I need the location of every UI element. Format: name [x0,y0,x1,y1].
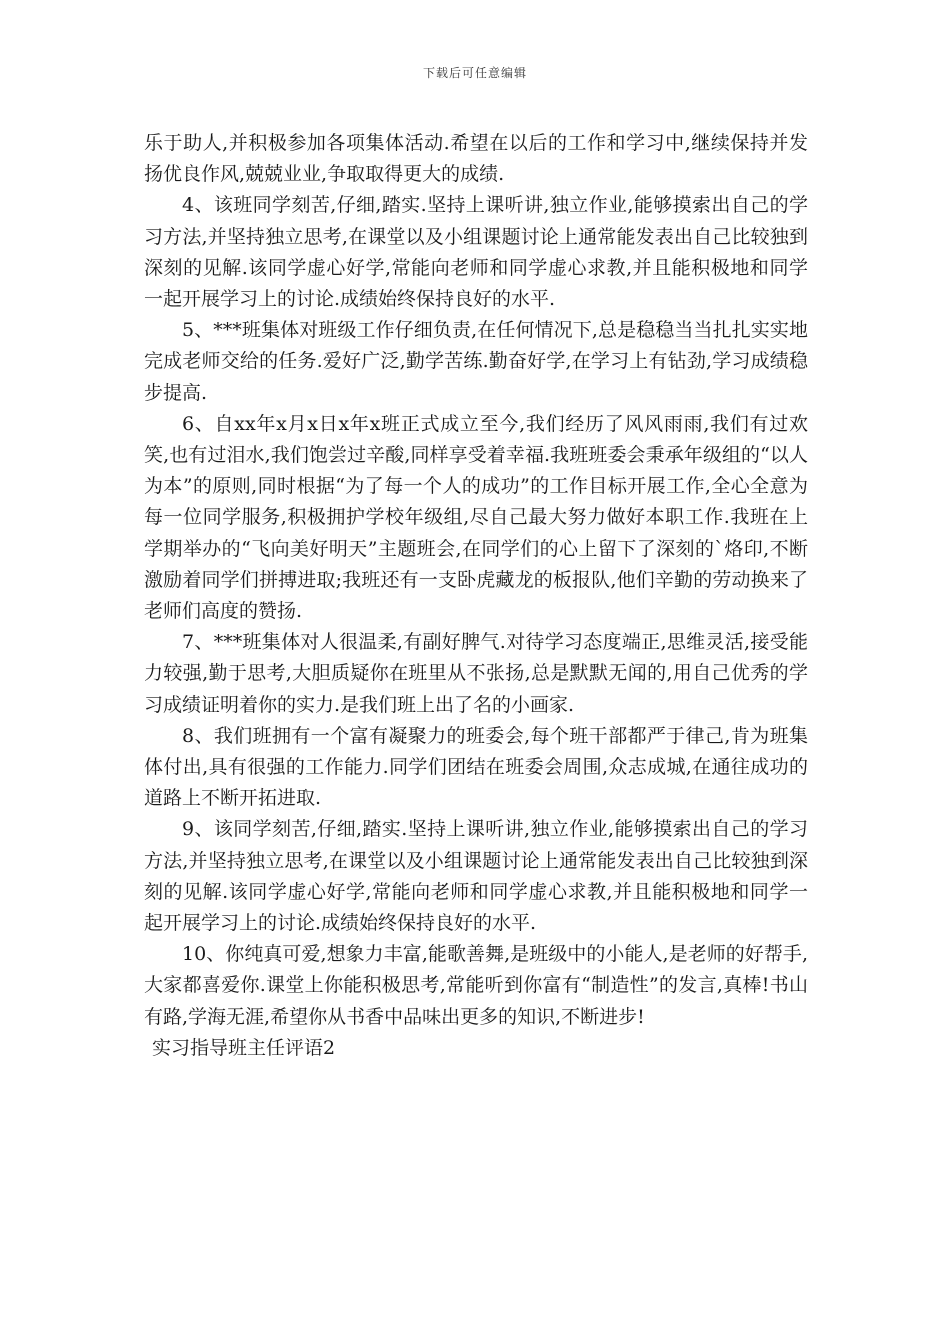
paragraph-item-4: 4、该班同学刻苦,仔细,踏实.坚持上课听讲,独立作业,能够摸索出自己的学习方法,并坚持独立思考,在课堂以及小组课题讨论上通常能发表出自己比较独到深刻的见解.该同学虚心好学,常能向老师和同学虚心求教,并且能积极地和同学一起开展学习上的讨论.成绩始终保持良好的水平. [144,194,808,311]
paragraph-item-10: 10、你纯真可爱,想象力丰富,能歌善舞,是班级中的小能人,是老师的好帮手,大家都喜爱你.课堂上你能积极思考,常能听到你富有“制造性”的发言,真棒!书山有路,学海无涯,希望你从书香中品味出更多的知识,不断进步! [144,943,808,1028]
section-title: 实习指导班主任评语2 [152,1036,336,1059]
paragraph-item-5: 5、***班集体对班级工作仔细负责,在任何情况下,总是稳稳当当扎扎实实地完成老师交给的任务.爱好广泛,勤学苦练.勤奋好学,在学习上有钻劲,学习成绩稳步提高. [144,319,808,404]
paragraph-continued: 乐于助人,并积极参加各项集体活动.希望在以后的工作和学习中,继续保持并发扬优良作风,兢兢业业,争取取得更大的成绩. [144,132,808,186]
header-note: 下载后可任意编辑 [422,66,527,80]
paragraph-item-6: 6、自xx年x月x日x年x班正式成立至今,我们经历了风风雨雨,我们有过欢笑,也有过泪水,我们饱尝过辛酸,同样享受着幸福.我班班委会秉承年级组的“以人为本”的原则,同时根据“为了每一个人的成功”的工作目标开展工作,全心全意为每一位同学服务,积极拥护学校年级组,尽自己最大努力做好本职工作.我班在上学期举办的“飞向美好明天”主题班会,在同学们的心上留下了深刻的`烙印,不断激励着同学们拼搏进取;我班还有一支卧虎藏龙的板报队,他们辛勤的劳动换来了老师们高度的赞扬. [144,412,808,623]
paragraph-item-9: 9、该同学刻苦,仔细,踏实.坚持上课听讲,独立作业,能够摸索出自己的学习方法,并坚持独立思考,在课堂以及小组课题讨论上通常能发表出自己比较独到深刻的见解.该同学虚心好学,常能向老师和同学虚心求教,并且能积极地和同学一起开展学习上的讨论.成绩始终保持良好的水平. [144,818,808,935]
paragraph-item-7: 7、***班集体对人很温柔,有副好脾气.对待学习态度端正,思维灵活,接受能力较强,勤于思考,大胆质疑你在班里从不张扬,总是默默无闻的,用自己优秀的学习成绩证明着你的实力.是我们班上出了名的小画家. [144,631,808,716]
paragraph-item-8: 8、我们班拥有一个富有凝聚力的班委会,每个班干部都严于律己,肯为班集体付出,具有很强的工作能力.同学们团结在班委会周围,众志成城,在通往成功的道路上不断开拓进取. [144,724,808,810]
document-body [144,128,808,1064]
